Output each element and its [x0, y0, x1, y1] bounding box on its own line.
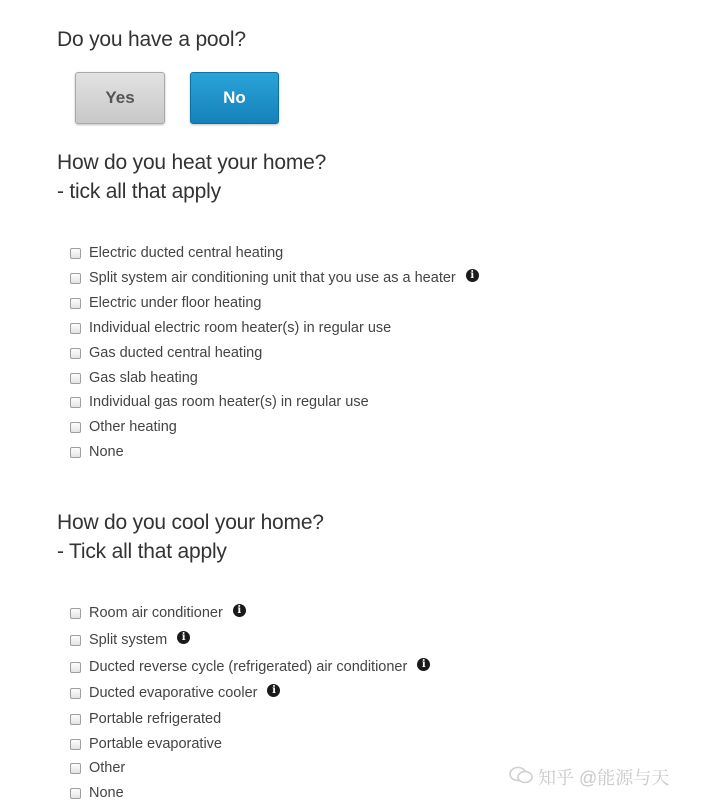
heat-option[interactable]: [70, 268, 479, 288]
checkbox[interactable]: [70, 373, 81, 384]
option-label: Portable evaporative: [89, 736, 222, 752]
info-icon[interactable]: i: [177, 631, 190, 644]
option-label: Other heating: [89, 419, 177, 435]
option-label: Electric ducted central heating: [89, 245, 284, 261]
checkbox[interactable]: [70, 788, 81, 799]
option-label: Individual electric room heater(s) in regular use: [89, 320, 392, 336]
heat-option[interactable]: [70, 368, 198, 388]
option-label: Ducted reverse cycle (refrigerated) air conditioner: [89, 659, 408, 675]
cool-option[interactable]: [70, 783, 124, 803]
heat-option[interactable]: [70, 417, 177, 437]
checkbox[interactable]: [70, 763, 81, 774]
cooling-question-title: How do you cool your home?: [57, 511, 324, 534]
checkbox[interactable]: [70, 608, 81, 619]
heating-question: [57, 148, 326, 206]
heat-option[interactable]: [70, 243, 283, 263]
checkbox[interactable]: [70, 688, 81, 699]
checkbox[interactable]: [70, 422, 81, 433]
checkbox[interactable]: [70, 323, 81, 334]
cool-option[interactable]: [70, 734, 222, 754]
heating-question-subtitle: - tick all that apply: [57, 180, 221, 203]
cooling-question: [57, 508, 324, 566]
heat-option[interactable]: [70, 442, 124, 462]
watermark-text: 知乎 @能源与天: [538, 768, 670, 788]
option-label: None: [89, 444, 124, 460]
cool-option[interactable]: [70, 758, 125, 778]
pool-question: Do you have a pool?: [57, 28, 246, 51]
option-label: Individual gas room heater(s) in regular use: [89, 394, 369, 410]
no-button[interactable]: No: [190, 72, 279, 124]
cool-option[interactable]: [70, 603, 246, 623]
heat-option[interactable]: [70, 318, 391, 338]
checkbox[interactable]: [70, 348, 81, 359]
option-label: Split system: [89, 632, 168, 648]
option-label: Gas slab heating: [89, 370, 198, 386]
cool-option[interactable]: [70, 630, 190, 650]
heating-question-title: How do you heat your home?: [57, 151, 327, 174]
wechat-icon: [508, 765, 534, 790]
info-icon[interactable]: i: [466, 269, 479, 282]
option-label: Ducted evaporative cooler: [89, 685, 258, 701]
checkbox[interactable]: [70, 447, 81, 458]
checkbox[interactable]: [70, 248, 81, 259]
checkbox[interactable]: [70, 635, 81, 646]
option-label: None: [89, 785, 124, 801]
checkbox[interactable]: [70, 397, 81, 408]
checkbox[interactable]: [70, 298, 81, 309]
cool-option[interactable]: [70, 709, 221, 729]
cooling-question-subtitle: - Tick all that apply: [57, 540, 227, 563]
info-icon[interactable]: i: [267, 684, 280, 697]
option-label: Split system air conditioning unit that you use as a heater: [89, 270, 456, 286]
heat-option[interactable]: [70, 343, 262, 363]
cool-option[interactable]: [70, 657, 430, 677]
watermark: [508, 764, 669, 790]
option-label: Room air conditioner: [89, 605, 223, 621]
yes-button[interactable]: Yes: [75, 72, 165, 124]
info-icon[interactable]: i: [417, 658, 430, 671]
checkbox[interactable]: [70, 662, 81, 673]
option-label: Electric under floor heating: [89, 295, 262, 311]
heat-option[interactable]: [70, 293, 262, 313]
option-label: Gas ducted central heating: [89, 345, 263, 361]
heat-option[interactable]: [70, 392, 369, 412]
option-label: Portable refrigerated: [89, 711, 222, 727]
cool-option[interactable]: [70, 683, 280, 703]
checkbox[interactable]: [70, 739, 81, 750]
checkbox[interactable]: [70, 273, 81, 284]
checkbox[interactable]: [70, 714, 81, 725]
option-label: Other: [89, 760, 126, 776]
info-icon[interactable]: i: [233, 604, 246, 617]
